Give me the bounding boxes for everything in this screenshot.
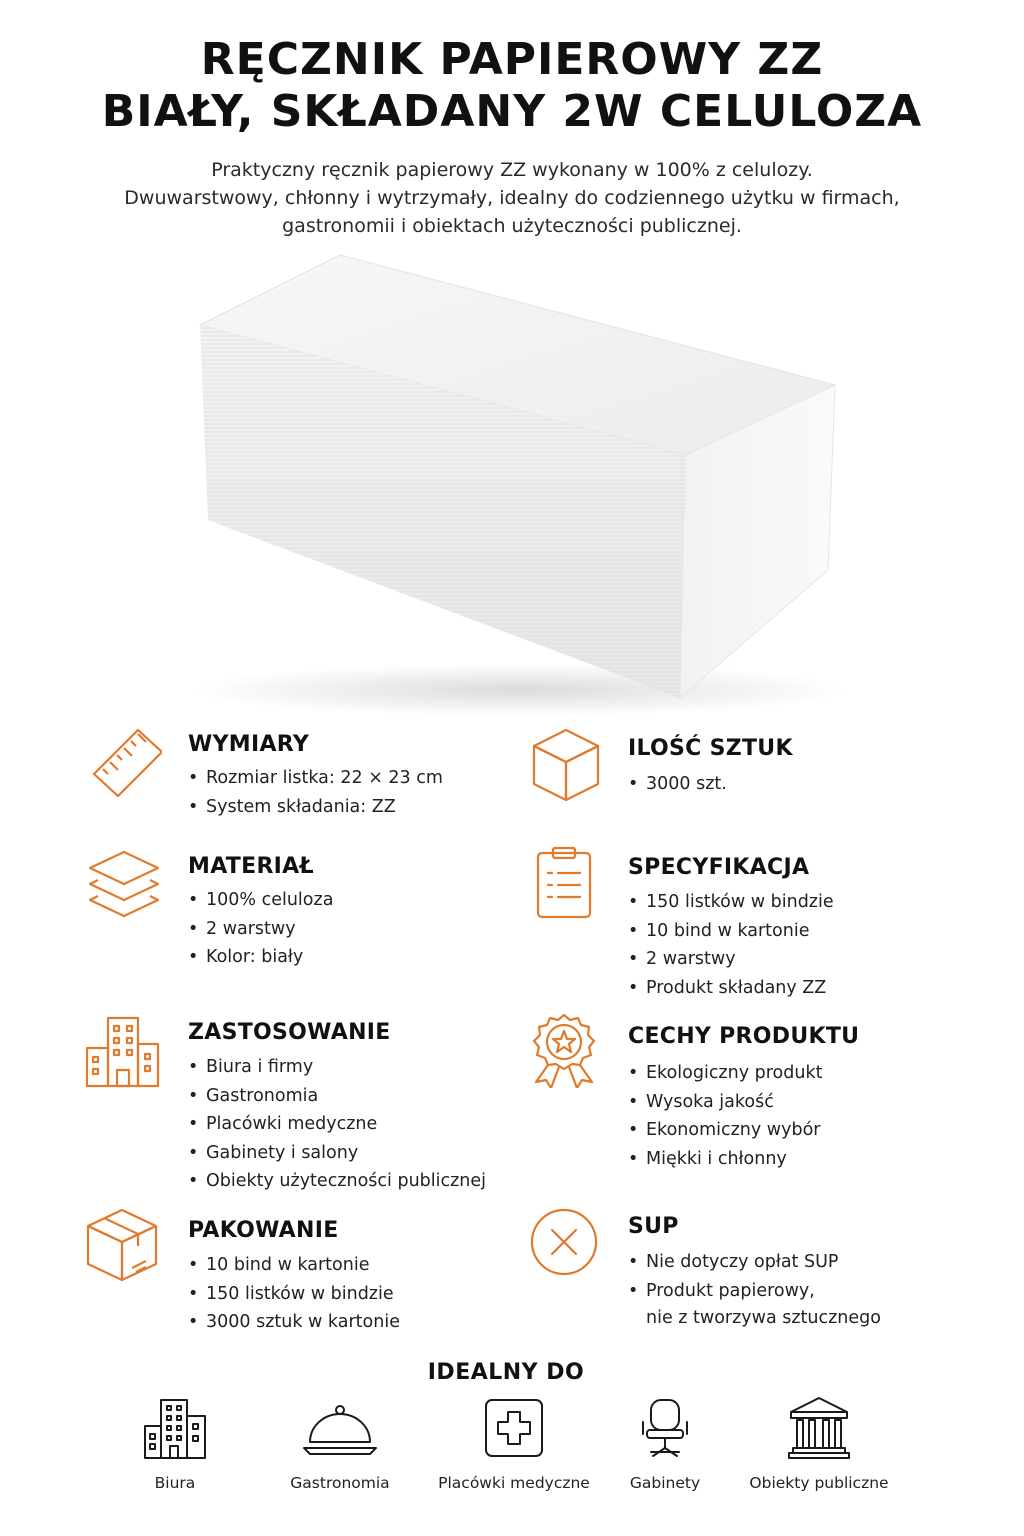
list-item: • Rozmiar listka: 22 × 23 cm bbox=[188, 764, 443, 793]
list-item: • 150 listków w bindzie bbox=[188, 1280, 400, 1309]
feature-material bbox=[86, 846, 506, 976]
x-circle-icon bbox=[526, 1208, 602, 1284]
ideal-for-title: IDEALNY DO bbox=[427, 1360, 585, 1385]
feature-title: ILOŚĆ SZTUK bbox=[628, 736, 793, 761]
chair-icon bbox=[633, 1396, 697, 1460]
ideal-item-label: Obiekty publiczne bbox=[749, 1474, 889, 1492]
feature-title: SPECYFIKACJA bbox=[628, 855, 810, 880]
ideal-item-gabinety bbox=[580, 1396, 750, 1492]
list-item: • Ekologiczny produkt bbox=[628, 1059, 822, 1088]
cloche-icon bbox=[302, 1396, 378, 1460]
award-icon bbox=[526, 1012, 602, 1088]
list-item: • 10 bind w kartonie bbox=[188, 1251, 400, 1280]
list-item: • 10 bind w kartonie bbox=[628, 917, 834, 946]
feature-title: WYMIARY bbox=[188, 732, 310, 757]
list-item: • Biura i firmy bbox=[188, 1053, 486, 1082]
feature-zastosowanie bbox=[84, 1014, 524, 1194]
feature-list bbox=[188, 764, 443, 821]
cube-icon bbox=[526, 726, 602, 802]
feature-pakowanie bbox=[84, 1206, 524, 1336]
subtitle-line-2: Dwuwarstwowy, chłonny i wytrzymały, idealny do codziennego użytku w firmach, bbox=[124, 187, 900, 209]
feature-wymiary bbox=[86, 722, 506, 832]
ideal-item-placowki-medyczne bbox=[429, 1396, 599, 1492]
list-item-line-1: Produkt papierowy, bbox=[646, 1280, 815, 1301]
buildings-icon bbox=[84, 1014, 160, 1090]
clipboard-icon bbox=[526, 845, 602, 921]
feature-list bbox=[628, 1248, 881, 1331]
list-item bbox=[628, 1277, 881, 1332]
feature-list bbox=[188, 1053, 486, 1196]
feature-cechy-produktu bbox=[526, 1012, 966, 1172]
list-item: • Obiekty użyteczności publicznej bbox=[188, 1167, 486, 1196]
feature-specyfikacja bbox=[526, 845, 946, 1005]
subtitle-line-1: Praktyczny ręcznik papierowy ZZ wykonany w 100% z celulozy. bbox=[211, 159, 813, 181]
list-item: • Wysoka jakość bbox=[628, 1088, 822, 1117]
list-item: • 150 listków w bindzie bbox=[628, 888, 834, 917]
list-item: • Kolor: biały bbox=[188, 943, 333, 972]
list-item: • 3000 szt. bbox=[628, 770, 727, 799]
list-item: • Nie dotyczy opłat SUP bbox=[628, 1248, 881, 1277]
page-subtitle bbox=[60, 156, 964, 240]
feature-sup bbox=[526, 1208, 966, 1338]
list-item: • 100% celuloza bbox=[188, 886, 333, 915]
ideal-item-gastronomia bbox=[255, 1396, 425, 1492]
list-item-line-2: nie z tworzywa sztucznego bbox=[646, 1308, 881, 1328]
medical-cross-icon bbox=[482, 1396, 546, 1460]
feature-list bbox=[628, 888, 834, 1002]
list-item: • 3000 sztuk w kartonie bbox=[188, 1308, 400, 1337]
list-item: • Placówki medyczne bbox=[188, 1110, 486, 1139]
feature-list bbox=[628, 770, 727, 799]
title-line-2: BIAŁY, SKŁADANY 2W CELULOZA bbox=[101, 86, 923, 137]
ruler-icon bbox=[86, 722, 162, 798]
list-item: • 2 warstwy bbox=[188, 915, 333, 944]
feature-title: CECHY PRODUKTU bbox=[628, 1024, 860, 1049]
list-item: • 2 warstwy bbox=[628, 945, 834, 974]
page-title bbox=[0, 34, 1024, 138]
ideal-item-label: Gabinety bbox=[629, 1474, 701, 1492]
ideal-item-label: Placówki medyczne bbox=[438, 1474, 590, 1492]
feature-title: MATERIAŁ bbox=[188, 854, 314, 879]
box-icon bbox=[84, 1206, 160, 1282]
ideal-item-label: Biura bbox=[154, 1474, 196, 1492]
list-item: • Produkt składany ZZ bbox=[628, 974, 834, 1003]
ideal-item-label: Gastronomia bbox=[290, 1474, 390, 1492]
list-item: • Ekonomiczny wybór bbox=[628, 1116, 822, 1145]
office-building-icon bbox=[143, 1396, 207, 1460]
list-item: • Gastronomia bbox=[188, 1082, 486, 1111]
paper-towel-stack-image bbox=[180, 250, 860, 720]
feature-ilosc-sztuk bbox=[526, 726, 946, 816]
list-item: • Gabinety i salony bbox=[188, 1139, 486, 1168]
feature-title: PAKOWANIE bbox=[188, 1218, 339, 1243]
public-building-icon bbox=[787, 1396, 851, 1460]
feature-list bbox=[188, 886, 333, 972]
feature-title: SUP bbox=[628, 1214, 679, 1239]
list-item: • System składania: ZZ bbox=[188, 793, 443, 822]
feature-list bbox=[628, 1059, 822, 1173]
subtitle-line-3: gastronomii i obiektach użyteczności publicznej. bbox=[282, 215, 742, 237]
ideal-item-biura bbox=[90, 1396, 260, 1492]
list-item: • Miękki i chłonny bbox=[628, 1145, 822, 1174]
feature-title: ZASTOSOWANIE bbox=[188, 1020, 391, 1045]
title-line-1: RĘCZNIK PAPIEROWY ZZ bbox=[200, 34, 824, 85]
feature-list bbox=[188, 1251, 400, 1337]
ideal-item-obiekty-publiczne bbox=[734, 1396, 904, 1492]
layers-icon bbox=[86, 846, 162, 922]
